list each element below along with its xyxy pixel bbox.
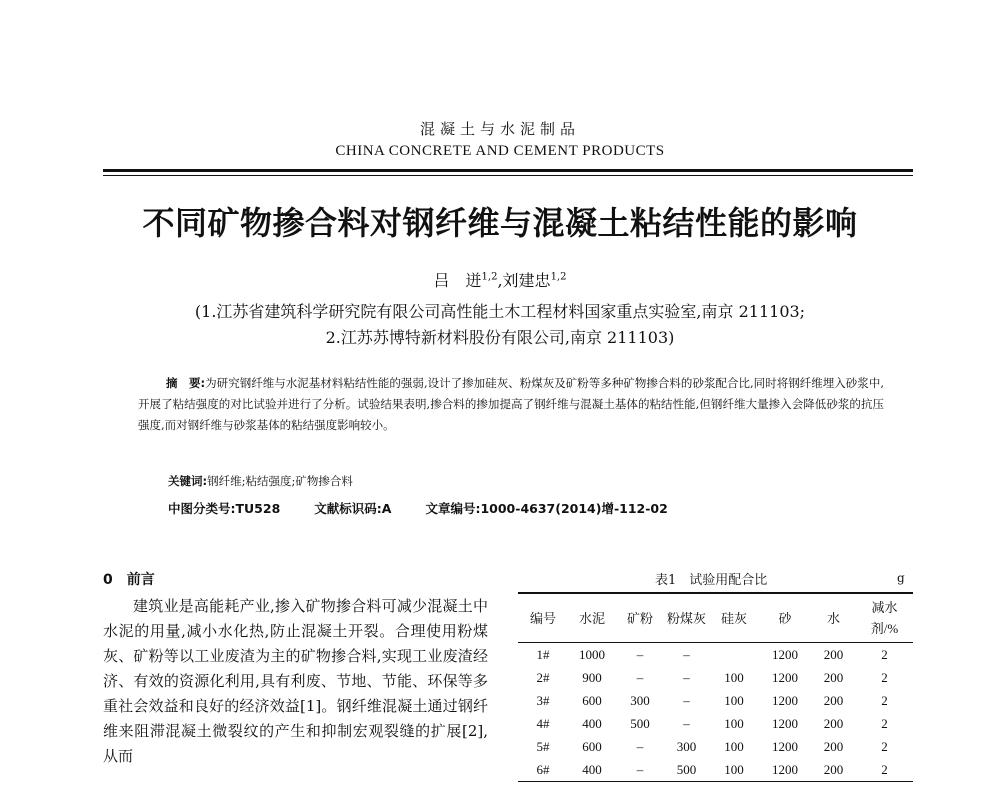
table-cell: 200 (823, 669, 844, 685)
header-cell: 减水剂/% (870, 600, 899, 636)
table-caption: 表1 试验用配合比 (655, 573, 768, 588)
affiliation-line: 2.江苏苏博特新材料股份有限公司,南京 211103) (325, 328, 675, 347)
body-text (103, 594, 488, 769)
table-cell: 200 (823, 646, 844, 662)
article-number: 文章编号:1000-4637(2014)增-112-02 (425, 501, 668, 516)
table-cell: 2 (881, 669, 888, 685)
keywords-line (168, 473, 353, 489)
table-row (518, 643, 913, 667)
table-cell: 200 (811, 758, 856, 782)
abstract-label: 摘 要: (166, 376, 206, 390)
table-row (518, 735, 913, 758)
table-row (518, 689, 913, 712)
table-cell: 2# (536, 669, 550, 685)
table-cell: – (683, 669, 690, 685)
table-cell: 1000 (579, 646, 605, 662)
classification-line (168, 499, 702, 517)
header-cell: 编号 (529, 610, 556, 626)
article-title: 不同矿物掺合料对钢纤维与混凝土粘结性能的影响 (142, 204, 858, 242)
header-cell: 水泥 (578, 610, 605, 626)
affiliation-line: (1.江苏省建筑科学研究院有限公司高性能土木工程材料国家重点实验室,南京 211103; (194, 302, 806, 321)
header-cell: 砂 (778, 610, 792, 626)
table-row (518, 666, 913, 689)
author-affiliation-mark: 1,2 (550, 271, 567, 283)
table-header-row (518, 593, 913, 643)
keywords-text: 钢纤维;粘结强度;矿物掺合料 (207, 474, 353, 488)
table-cell: 1200 (772, 646, 798, 662)
table-cell: – (636, 646, 644, 662)
mix-proportion-table (518, 592, 913, 782)
author-affiliation-mark: 1,2 (481, 271, 498, 283)
table-cell: 500 (630, 715, 650, 731)
table-cell: 2 (881, 738, 888, 754)
table-cell: 2 (881, 646, 888, 662)
table-cell: 200 (823, 738, 844, 754)
table-cell: 300 (676, 738, 697, 754)
table-cell: – (683, 692, 690, 708)
table-cell: 300 (630, 692, 650, 708)
table-cell: 2 (856, 758, 913, 782)
author-name: 刘建忠 (502, 271, 551, 290)
table-cell: – (616, 758, 664, 782)
table-cell: 4# (536, 715, 550, 731)
table-cell: – (683, 646, 690, 662)
table-row (518, 758, 913, 782)
table-cell: 1200 (772, 738, 798, 754)
table-cell: 100 (724, 715, 744, 731)
table-cell: – (683, 715, 690, 731)
keywords-label: 关键词: (168, 474, 208, 488)
table-unit: g (897, 571, 905, 585)
table-cell: 1# (536, 646, 550, 662)
table-cell: 500 (664, 758, 709, 782)
table-cell: 1200 (759, 758, 811, 782)
header-cell: 水 (826, 610, 840, 626)
document-code: 文献标识码:A (314, 501, 392, 516)
table-cell: 200 (823, 692, 844, 708)
author-name: 吕 迸 (433, 271, 482, 290)
table-row (518, 712, 913, 735)
header-cell: 粉煤灰 (666, 610, 706, 626)
table-cell: 2 (881, 715, 888, 731)
table-cell: – (636, 738, 644, 754)
table-cell: 6# (518, 758, 568, 782)
author-separator: , (497, 271, 503, 290)
table-cell: 3# (536, 692, 550, 708)
clc-number: 中图分类号:TU528 (168, 501, 281, 516)
table-cell: 100 (724, 669, 744, 685)
abstract-text: 为研究钢纤维与水泥基材料粘结性能的强弱,设计了掺加硅灰、粉煤灰及矿粉等多种矿物掺合料的砂浆配合比,同时将钢纤维埋入砂浆中,开展了粘结强度的对比试验并进行了分析。试验结果表明,掺合料的掺加提高了钢纤维与混凝土基体的粘结性能,但钢纤维大量掺入会降低砂浆的抗压强度,而对钢纤维与砂浆基体的粘结强度影响较小。 (138, 376, 884, 432)
table-cell: 100 (709, 758, 759, 782)
header-cell: 矿粉 (626, 610, 653, 626)
table-cell: 600 (582, 738, 602, 754)
authors-line (0, 268, 1000, 291)
table-cell: 100 (724, 738, 744, 754)
header-rule-thick (103, 169, 913, 172)
table-cell: 400 (582, 715, 602, 731)
header-rule-thin (103, 175, 913, 176)
journal-name-chinese: 混凝土与水泥制品 (419, 120, 580, 138)
table-cell: 1200 (772, 715, 798, 731)
section-heading: 0 前言 (103, 572, 155, 588)
table-cell: 400 (568, 758, 616, 782)
header-cell: 硅灰 (720, 610, 747, 626)
table-cell: 900 (582, 669, 602, 685)
body-paragraph: 建筑业是高能耗产业,掺入矿物掺合料可减少混凝土中水泥的用量,减小水化热,防止混凝土开裂。合理使用粉煤灰、矿粉等以工业废渣为主的矿物掺合料,实现工业废渣经济、有效的资源化利用,具有利废、节地、节能、环保等多重社会效益和良好的经济效益[1]。钢纤维混凝土通过钢纤维来阻滞混凝土微裂纹的产生和抑制宏观裂缝的扩展[2],从而 (103, 597, 488, 765)
table-cell: 1200 (772, 692, 798, 708)
table-cell: 600 (582, 692, 602, 708)
abstract-block (138, 373, 884, 436)
journal-name-english: CHINA CONCRETE AND CEMENT PRODUCTS (335, 143, 665, 159)
table-cell: 200 (823, 715, 844, 731)
table-cell: 1200 (772, 669, 798, 685)
table-cell (709, 643, 759, 667)
table-cell: 100 (724, 692, 744, 708)
table-cell: – (636, 669, 644, 685)
table-cell: 5# (536, 738, 550, 754)
table-cell: 2 (881, 692, 888, 708)
